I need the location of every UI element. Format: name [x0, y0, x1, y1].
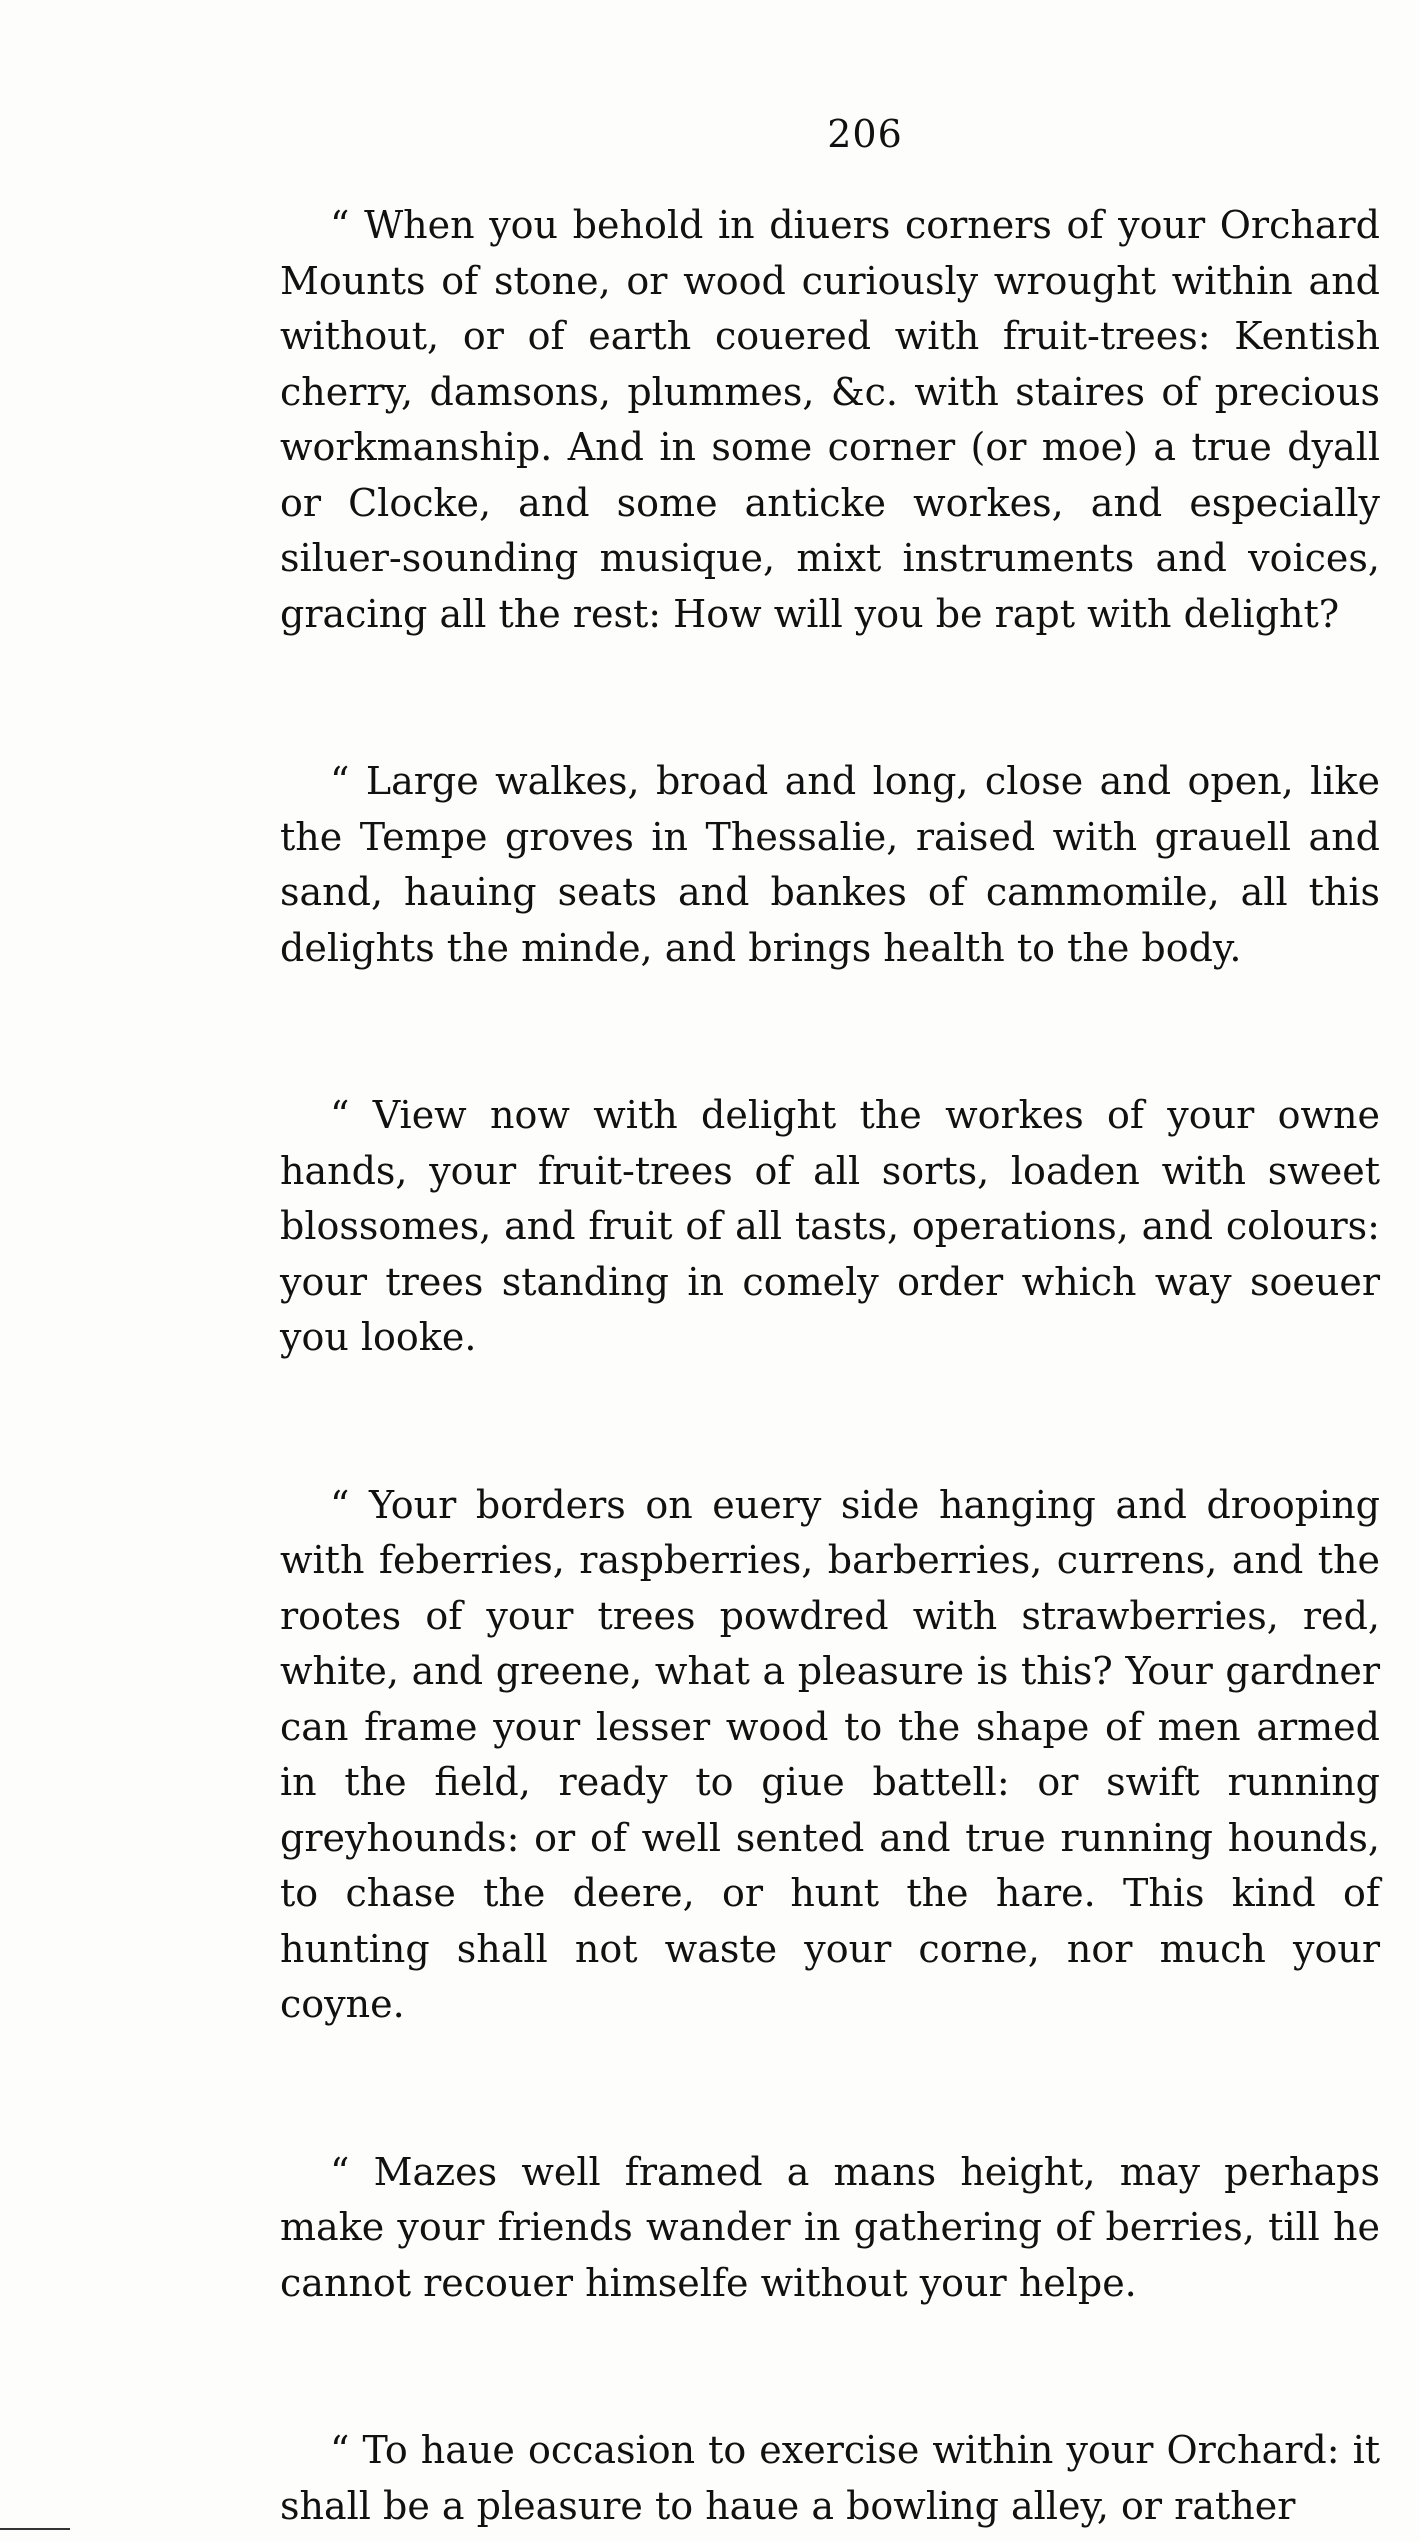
- paragraph-mazes: “ Mazes well framed a mans height, may perhaps make your friends wander in gathering of berries, till he cannot recouer himselfe without your helpe.: [280, 2149, 1380, 2305]
- paragraph-borders: “ Your borders on euery side hanging and drooping with feberries, raspberries, barberries, currens, and the rootes of your trees powdred with strawberries, red, white, and greene, what a pleasure is this? Your gardner can frame your lesser wood to the shape of men armed in the field, ready to giue battell: or swift running greyhounds: or of well sented and true running hounds, to chase the deere, or hunt the hare. This kind of hunting shall not waste your corne, nor much your coyne.: [280, 1482, 1380, 2026]
- footer-rule: [0, 2528, 70, 2530]
- paragraph-orchard-mounts: “ When you behold in diuers corners of your Orchard Mounts of stone, or wood curiously wrought within and without, or of earth couered with fruit-trees: Kentish cherry, damsons, plummes, &c. with staires of precious workmanship. And in some corner (or moe) a true dyall or Clocke, and some anticke workes, and especially siluer-sounding musique, mixt instruments and voices, gracing all the rest: How will you be rapt with delight?: [280, 203, 1380, 636]
- paragraph-exercise: “ To haue occasion to exercise within your Orchard: it shall be a pleasure to haue a bowling alley, or rather: [280, 2428, 1380, 2528]
- paragraph-view-workes: “ View now with delight the workes of your owne hands, your fruit-trees of all sorts, loaden with sweet blossomes, and fruit of all tasts, operations, and colours: your trees standing in comely order which way soeuer you looke.: [280, 1093, 1380, 1359]
- paragraph-large-walkes: “ Large walkes, broad and long, close and open, like the Tempe groves in Thessalie, raised with grauell and sand, hauing seats and bankes of cammomile, all this delights the minde, and brings health to the body.: [280, 759, 1380, 970]
- body-text: [280, 198, 1380, 2534]
- page-number: 206: [827, 112, 903, 156]
